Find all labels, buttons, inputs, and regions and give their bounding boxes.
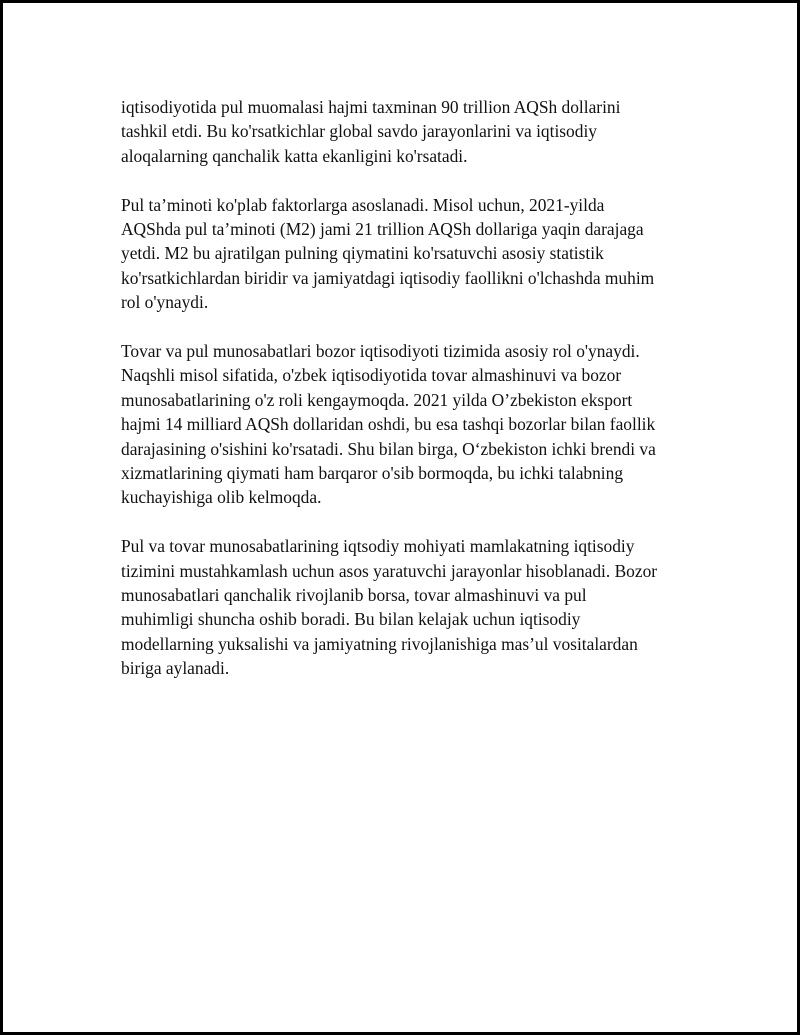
text-line: Pul va tovar munosabatlarining iqtsodiy mohiyati mamlakatning iqtisodiy [121, 536, 635, 557]
text-line: munosabatlarining o'z roli kengaymoqda. 2021 yilda O’zbekiston eksport [121, 389, 633, 410]
text-line: rol o'ynaydi. [121, 292, 209, 313]
text-line: hajmi 14 milliard AQSh dollaridan oshdi, bu esa tashqi bozorlar bilan faollik [121, 414, 656, 435]
text-line: Naqshli misol sifatida, o'zbek iqtisodiyotida tovar almashinuvi va bozor [121, 365, 622, 386]
text-line: AQShda pul ta’minoti (M2) jami 21 trillion AQSh dollariga yaqin darajaga [121, 219, 644, 240]
text-line: muhimligi shuncha oshib boradi. Bu bilan kelajak uchun iqtisodiy [121, 609, 581, 630]
text-line: kuchayishiga olib kelmoqda. [121, 487, 322, 508]
text-line: xizmatlarining qiymati ham barqaror o'sib bormoqda, bu ichki talabning [121, 463, 624, 484]
text-line: Tovar va pul munosabatlari bozor iqtisodiyoti tizimida asosiy rol o'ynaydi. [121, 341, 640, 362]
text-line: modellarning yuksalishi va jamiyatning rivojlanishiga mas’ul vositalardan [121, 633, 638, 654]
paragraph-4 [121, 534, 701, 680]
text-line: iqtisodiyotida pul muomalasi hajmi taxminan 90 trillion AQSh dollarini [121, 97, 621, 117]
text-line: biriga aylanadi. [121, 658, 230, 679]
text-line: munosabatlari qanchalik rivojlanib borsa, tovar almashinuvi va pul [121, 585, 587, 606]
text-line: Pul ta’minoti ko'plab faktorlarga asoslanadi. Misol uchun, 2021-yilda [121, 194, 605, 215]
text-line: aloqalarning qanchalik katta ekanligini ko'rsatadi. [121, 145, 468, 166]
text-line: ko'rsatkichlardan biridir va jamiyatdagi iqtisodiy faollikni o'lchashda muhim [121, 267, 655, 288]
text-line: tashkil etdi. Bu ko'rsatkichlar global savdo jarayonlarini va iqtisodiy [121, 121, 597, 142]
text-line: darajasining o'sishini ko'rsatadi. Shu bilan birga, O‘zbekiston ichki brendi va [121, 438, 656, 459]
paragraph-3 [121, 339, 701, 510]
text-line: tizimini mustahkamlash uchun asos yaratuvchi jarayonlar hisoblanadi. Bozor [121, 560, 658, 581]
text-line: yetdi. M2 bu ajratilgan pulning qiymatini ko'rsatuvchi asosiy statistik [121, 243, 604, 264]
paragraph-1 [121, 95, 701, 168]
paragraph-2 [121, 193, 701, 315]
document-body [121, 95, 701, 705]
